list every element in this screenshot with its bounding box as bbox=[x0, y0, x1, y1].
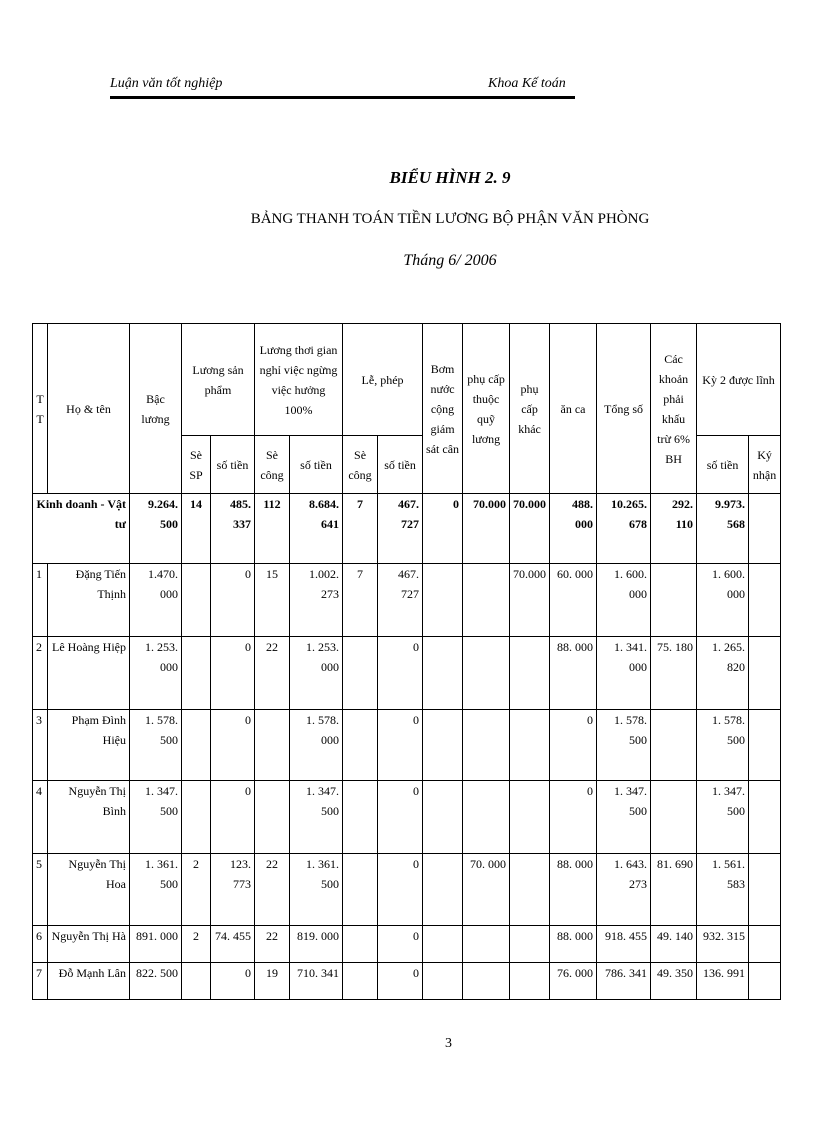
cell-meal: 60. 000 bbox=[550, 564, 597, 637]
table-row bbox=[33, 637, 781, 710]
col-basic: Bậc lương bbox=[130, 324, 182, 494]
cell-time-money: 710. 341 bbox=[290, 963, 343, 1000]
cell-sp-money: 74. 455 bbox=[211, 926, 255, 963]
cell-sp-count bbox=[182, 781, 211, 854]
col-ky2-money: số tiền bbox=[697, 436, 749, 494]
cell-time-money: 1. 361. 500 bbox=[290, 854, 343, 926]
cell-name: Nguyễn Thị Bình bbox=[48, 781, 130, 854]
cell-other bbox=[510, 637, 550, 710]
header-right: Khoa Kế toán bbox=[488, 76, 566, 91]
cell-fund: 70. 000 bbox=[463, 854, 510, 926]
cell-tt: 7 bbox=[33, 963, 48, 1000]
page-header bbox=[110, 74, 575, 99]
cell-total: 1. 643. 273 bbox=[597, 854, 651, 926]
cell-fund bbox=[463, 564, 510, 637]
cell-total: 786. 341 bbox=[597, 963, 651, 1000]
cell-sp-money: 0 bbox=[211, 710, 255, 781]
payroll-table bbox=[32, 323, 781, 1000]
col-time: Lương thơi gian nghỉ việc ngừng việc hưởng 100% bbox=[255, 324, 343, 436]
cell-leave-count bbox=[343, 926, 378, 963]
summary-meal: 488. 000 bbox=[550, 494, 597, 564]
cell-deduct: 81. 690 bbox=[651, 854, 697, 926]
cell-leave-money: 0 bbox=[378, 781, 423, 854]
cell-tt: 1 bbox=[33, 564, 48, 637]
col-total: Tổng số bbox=[597, 324, 651, 494]
summary-leave-count: 7 bbox=[343, 494, 378, 564]
summary-sp-money: 485. 337 bbox=[211, 494, 255, 564]
cell-sign bbox=[749, 710, 781, 781]
cell-sp-count bbox=[182, 564, 211, 637]
cell-sp-money: 0 bbox=[211, 781, 255, 854]
cell-basic: 1. 347. 500 bbox=[130, 781, 182, 854]
cell-leave-count bbox=[343, 781, 378, 854]
document-period: Tháng 6/ 2006 bbox=[403, 252, 497, 269]
col-time-money: số tiền bbox=[290, 436, 343, 494]
col-ky2-sign: Ký nhận bbox=[749, 436, 781, 494]
cell-leave-count: 7 bbox=[343, 564, 378, 637]
cell-name: Phạm Đình Hiệu bbox=[48, 710, 130, 781]
cell-sp-money: 0 bbox=[211, 637, 255, 710]
cell-fund bbox=[463, 781, 510, 854]
cell-leave-count bbox=[343, 637, 378, 710]
cell-sp-money: 0 bbox=[211, 963, 255, 1000]
cell-sp-money: 123. 773 bbox=[211, 854, 255, 926]
cell-leave-money: 0 bbox=[378, 854, 423, 926]
cell-fund bbox=[463, 710, 510, 781]
cell-pump bbox=[423, 781, 463, 854]
cell-basic: 822. 500 bbox=[130, 963, 182, 1000]
summary-time-money: 8.684. 641 bbox=[290, 494, 343, 564]
cell-ky2: 1. 561. 583 bbox=[697, 854, 749, 926]
col-leave: Lễ, phép bbox=[343, 324, 423, 436]
cell-sign bbox=[749, 781, 781, 854]
cell-leave-money: 0 bbox=[378, 710, 423, 781]
cell-time-count: 22 bbox=[255, 926, 290, 963]
col-pump: Bơm nước cộng giám sát cân bbox=[423, 324, 463, 494]
cell-total: 1. 341. 000 bbox=[597, 637, 651, 710]
cell-deduct bbox=[651, 564, 697, 637]
cell-other bbox=[510, 781, 550, 854]
cell-basic: 1.470. 000 bbox=[130, 564, 182, 637]
col-piece: Lương sản phẩm bbox=[182, 324, 255, 436]
col-tt: T T bbox=[33, 324, 48, 494]
cell-pump bbox=[423, 564, 463, 637]
cell-time-count: 22 bbox=[255, 637, 290, 710]
summary-sign bbox=[749, 494, 781, 564]
cell-meal: 76. 000 bbox=[550, 963, 597, 1000]
cell-ky2: 1. 600. 000 bbox=[697, 564, 749, 637]
cell-time-money: 1.002. 273 bbox=[290, 564, 343, 637]
cell-tt: 4 bbox=[33, 781, 48, 854]
cell-sign bbox=[749, 926, 781, 963]
summary-fund: 70.000 bbox=[463, 494, 510, 564]
cell-time-money: 1. 578. 000 bbox=[290, 710, 343, 781]
summary-deduct: 292. 110 bbox=[651, 494, 697, 564]
cell-meal: 88. 000 bbox=[550, 926, 597, 963]
summary-ky2: 9.973. 568 bbox=[697, 494, 749, 564]
cell-leave-count bbox=[343, 854, 378, 926]
cell-ky2: 1. 265. 820 bbox=[697, 637, 749, 710]
cell-tt: 2 bbox=[33, 637, 48, 710]
cell-deduct bbox=[651, 781, 697, 854]
col-time-count: Sè công bbox=[255, 436, 290, 494]
col-deduct: Các khoản phải khấu trừ 6% BH bbox=[651, 324, 697, 494]
cell-name: Nguyễn Thị Hà bbox=[48, 926, 130, 963]
cell-sp-count: 2 bbox=[182, 854, 211, 926]
table-row bbox=[33, 963, 781, 1000]
summary-sp-count: 14 bbox=[182, 494, 211, 564]
col-meal: ăn ca bbox=[550, 324, 597, 494]
cell-sign bbox=[749, 564, 781, 637]
cell-pump bbox=[423, 926, 463, 963]
cell-pump bbox=[423, 637, 463, 710]
document-subtitle: BẢNG THANH TOÁN TIỀN LƯƠNG BỘ PHẬN VĂN PHÒNG bbox=[250, 211, 650, 227]
table-row bbox=[33, 926, 781, 963]
cell-meal: 0 bbox=[550, 781, 597, 854]
cell-fund bbox=[463, 637, 510, 710]
header-left: Luận văn tốt nghiệp bbox=[110, 76, 223, 91]
cell-total: 918. 455 bbox=[597, 926, 651, 963]
cell-pump bbox=[423, 963, 463, 1000]
cell-other bbox=[510, 963, 550, 1000]
cell-total: 1. 578. 500 bbox=[597, 710, 651, 781]
cell-other bbox=[510, 854, 550, 926]
cell-basic: 891. 000 bbox=[130, 926, 182, 963]
cell-sign bbox=[749, 963, 781, 1000]
page-number: 3 bbox=[445, 1036, 452, 1051]
cell-deduct: 49. 350 bbox=[651, 963, 697, 1000]
cell-sign bbox=[749, 854, 781, 926]
col-leave-money: số tiền bbox=[378, 436, 423, 494]
cell-time-count bbox=[255, 781, 290, 854]
cell-other: 70.000 bbox=[510, 564, 550, 637]
summary-leave-money: 467. 727 bbox=[378, 494, 423, 564]
cell-sp-count bbox=[182, 710, 211, 781]
summary-label: Kinh doanh - Vật tư bbox=[33, 494, 130, 564]
cell-time-money: 1. 253. 000 bbox=[290, 637, 343, 710]
summary-basic: 9.264. 500 bbox=[130, 494, 182, 564]
cell-basic: 1. 253. 000 bbox=[130, 637, 182, 710]
cell-pump bbox=[423, 854, 463, 926]
cell-tt: 5 bbox=[33, 854, 48, 926]
cell-fund bbox=[463, 963, 510, 1000]
cell-ky2: 1. 347. 500 bbox=[697, 781, 749, 854]
cell-tt: 6 bbox=[33, 926, 48, 963]
cell-other bbox=[510, 926, 550, 963]
cell-name: Đặng Tiến Thịnh bbox=[48, 564, 130, 637]
document-title: BIỂU HÌNH 2. 9 bbox=[389, 168, 511, 187]
col-name: Họ & tên bbox=[48, 324, 130, 494]
summary-pump: 0 bbox=[423, 494, 463, 564]
cell-total: 1. 347. 500 bbox=[597, 781, 651, 854]
cell-time-count: 22 bbox=[255, 854, 290, 926]
cell-total: 1. 600. 000 bbox=[597, 564, 651, 637]
table-row bbox=[33, 564, 781, 637]
table-row bbox=[33, 781, 781, 854]
cell-deduct: 75. 180 bbox=[651, 637, 697, 710]
cell-pump bbox=[423, 710, 463, 781]
cell-leave-money: 0 bbox=[378, 637, 423, 710]
cell-basic: 1. 578. 500 bbox=[130, 710, 182, 781]
cell-leave-money: 0 bbox=[378, 963, 423, 1000]
summary-total: 10.265. 678 bbox=[597, 494, 651, 564]
cell-deduct: 49. 140 bbox=[651, 926, 697, 963]
cell-name: Đỗ Mạnh Lân bbox=[48, 963, 130, 1000]
cell-time-money: 1. 347. 500 bbox=[290, 781, 343, 854]
cell-time-count bbox=[255, 710, 290, 781]
cell-basic: 1. 361. 500 bbox=[130, 854, 182, 926]
col-sp-count: Sè SP bbox=[182, 436, 211, 494]
summary-time-count: 112 bbox=[255, 494, 290, 564]
cell-leave-count bbox=[343, 710, 378, 781]
cell-sp-count: 2 bbox=[182, 926, 211, 963]
col-sp-money: số tiền bbox=[211, 436, 255, 494]
cell-leave-money: 0 bbox=[378, 926, 423, 963]
cell-sp-count bbox=[182, 963, 211, 1000]
cell-deduct bbox=[651, 710, 697, 781]
cell-time-count: 15 bbox=[255, 564, 290, 637]
col-leave-count: Sè công bbox=[343, 436, 378, 494]
col-ky2: Kỳ 2 được lĩnh bbox=[697, 324, 781, 436]
cell-ky2: 1. 578. 500 bbox=[697, 710, 749, 781]
summary-other: 70.000 bbox=[510, 494, 550, 564]
cell-meal: 0 bbox=[550, 710, 597, 781]
col-other: phụ cấp khác bbox=[510, 324, 550, 494]
cell-sp-count bbox=[182, 637, 211, 710]
cell-time-money: 819. 000 bbox=[290, 926, 343, 963]
cell-time-count: 19 bbox=[255, 963, 290, 1000]
cell-name: Lê Hoàng Hiệp bbox=[48, 637, 130, 710]
table-row bbox=[33, 710, 781, 781]
summary-row bbox=[33, 494, 781, 564]
cell-leave-count bbox=[343, 963, 378, 1000]
cell-ky2: 136. 991 bbox=[697, 963, 749, 1000]
cell-meal: 88. 000 bbox=[550, 854, 597, 926]
table-row bbox=[33, 854, 781, 926]
cell-tt: 3 bbox=[33, 710, 48, 781]
cell-other bbox=[510, 710, 550, 781]
col-fund: phụ cấp thuộc quỹ lương bbox=[463, 324, 510, 494]
cell-sign bbox=[749, 637, 781, 710]
cell-fund bbox=[463, 926, 510, 963]
cell-ky2: 932. 315 bbox=[697, 926, 749, 963]
cell-sp-money: 0 bbox=[211, 564, 255, 637]
cell-meal: 88. 000 bbox=[550, 637, 597, 710]
cell-leave-money: 467. 727 bbox=[378, 564, 423, 637]
cell-name: Nguyễn Thị Hoa bbox=[48, 854, 130, 926]
